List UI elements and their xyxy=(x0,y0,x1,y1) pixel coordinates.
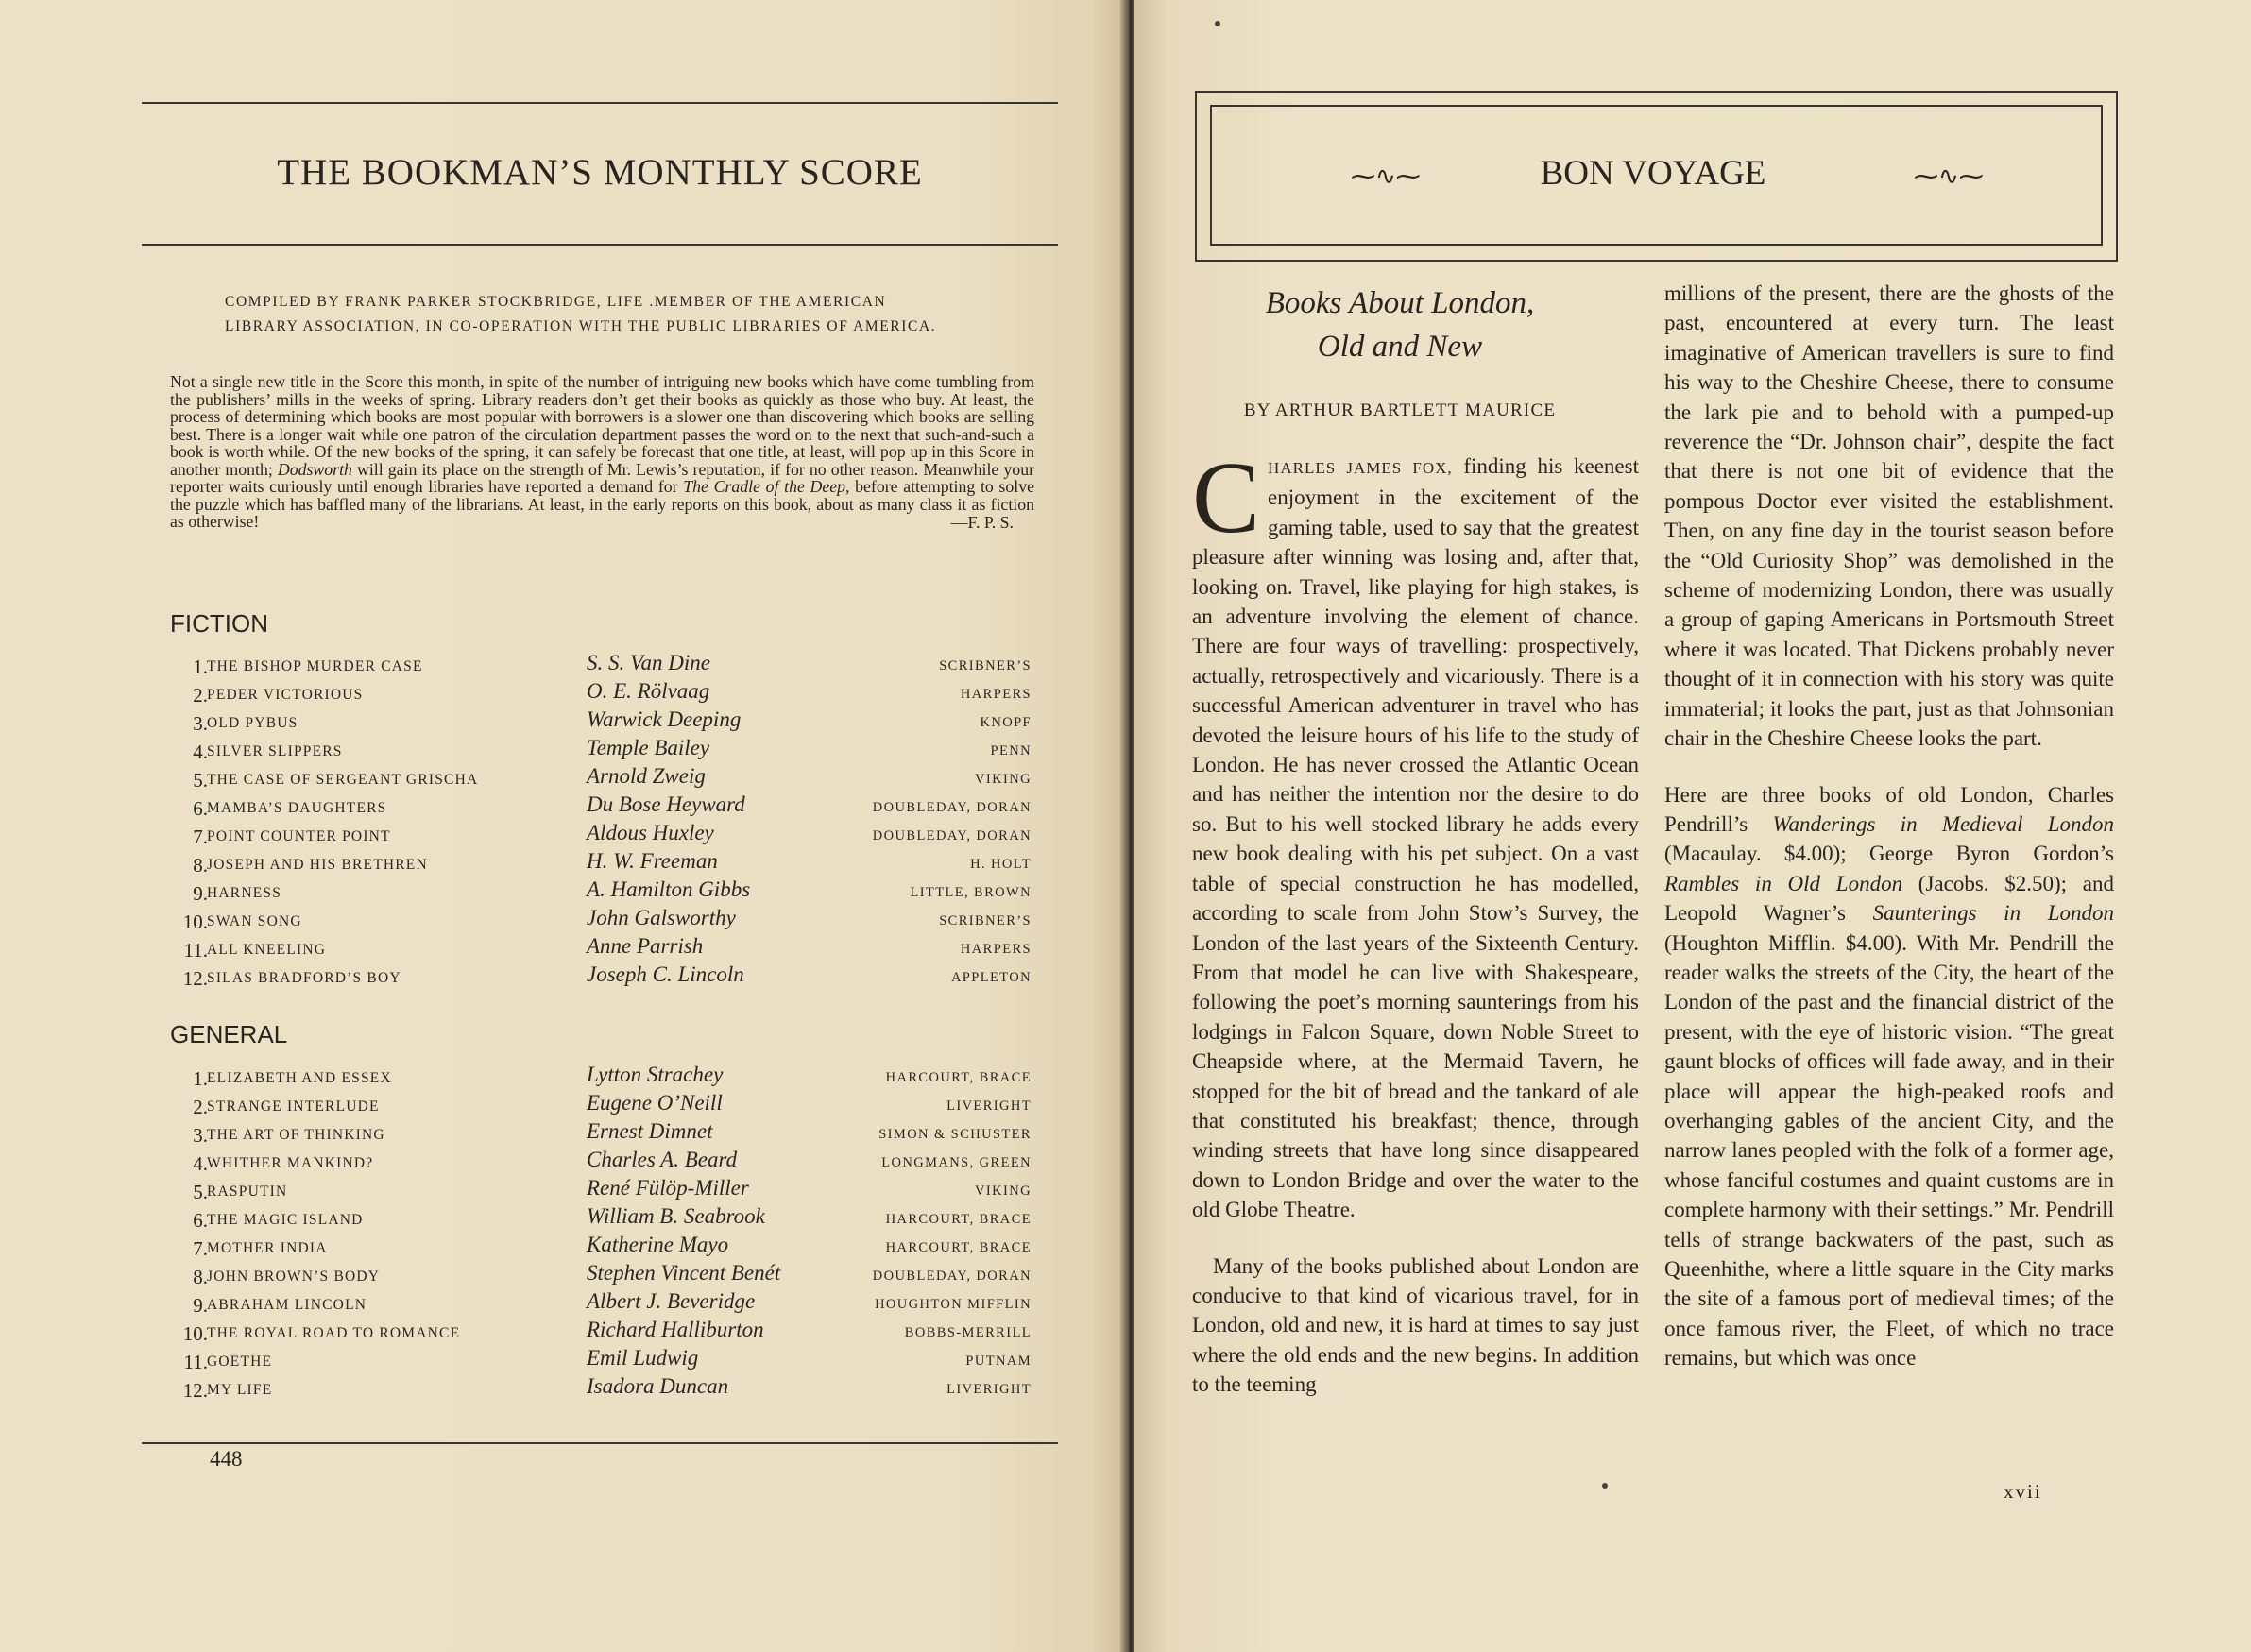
item-number: 3. xyxy=(193,1124,208,1147)
p4-book-1: Wanderings in Medieval London xyxy=(1772,811,2115,836)
item-author: Richard Halliburton xyxy=(587,1318,764,1341)
item-publisher: VIKING xyxy=(975,1184,1032,1199)
item-title: JOHN BROWN’S BODY xyxy=(207,1269,381,1285)
item-author: Charles A. Beard xyxy=(587,1148,738,1171)
p4-text-c: (Macaulay. $4.00); George Byron Gordon’s xyxy=(1664,842,2114,866)
item-publisher: HARPERS xyxy=(960,942,1032,957)
list-item xyxy=(170,877,1034,905)
drop-cap: C xyxy=(1192,442,1261,554)
item-publisher: H. HOLT xyxy=(970,857,1032,872)
item-number: 8. xyxy=(193,1266,208,1288)
item-author: Emil Ludwig xyxy=(587,1346,699,1370)
item-publisher: LONGMANS, GREEN xyxy=(881,1155,1032,1170)
item-publisher: SCRIBNER’S xyxy=(939,658,1032,673)
item-number: 3. xyxy=(193,712,208,735)
article-title-line-1: Books About London, xyxy=(1265,286,1535,320)
list-item xyxy=(170,820,1034,848)
item-title: MAMBA’S DAUGHTERS xyxy=(207,800,387,816)
item-author: René Fülöp-Miller xyxy=(587,1176,749,1200)
item-publisher: HARCOURT, BRACE xyxy=(885,1212,1032,1227)
list-item xyxy=(170,1175,1034,1203)
list-item xyxy=(170,1317,1034,1345)
item-publisher: DOUBLEDAY, DORAN xyxy=(872,800,1032,815)
item-number: 5. xyxy=(193,769,208,792)
item-publisher: PUTNAM xyxy=(965,1354,1032,1369)
paragraph-1-text: finding his keenest enjoyment in the excitement of the gaming table, used to say that the greatest pleasure after winning was losing and, after that, looking on. Travel, like playing for high stakes, is an adventure involving the element of chance. There are four ways of travelling: prospectively, actually, retrospectively and vicariously. There is a successful American adventurer in travel who has devoted the leisure hours of his life to the study of London. He has never crossed the Atlantic Ocean and has neither the intention nor the desire to do so. But to his well stocked library he adds every new book dealing with his pet subject. On a vast table of special construction he has modelled, according to scale from John Stow’s Survey, the London of the last years of the Sixteenth Century. From that model he can live with Shakespeare, following the poet’s morning saunterings from his lodgings in Falcon Square, down Noble Street to Cheapside where, at the Mermaid Tavern, he stopped for the bit of bread and the tankard of ale that constituted his breakfast; thence, through winding streets that have long since disappeared down to London Bridge and over the water to the old Globe Theatre. xyxy=(1192,454,1639,1222)
item-title: OLD PYBUS xyxy=(207,715,298,731)
item-title: THE MAGIC ISLAND xyxy=(207,1212,364,1228)
item-publisher: DOUBLEDAY, DORAN xyxy=(872,1269,1032,1284)
list-item xyxy=(170,1345,1034,1373)
item-title: PEDER VICTORIOUS xyxy=(207,687,364,703)
item-title: THE ART OF THINKING xyxy=(207,1127,385,1143)
item-author: Du Bose Heyward xyxy=(587,792,745,816)
item-number: 11. xyxy=(183,939,208,962)
list-item xyxy=(170,678,1034,707)
item-author: John Galsworthy xyxy=(587,906,736,929)
compiled-line-2: LIBRARY ASSOCIATION, IN CO-OPERATION WITH THE PUBLIC LIBRARIES OF AMERICA. xyxy=(225,318,937,334)
paragraph-4 xyxy=(1664,780,2114,1373)
item-number: 4. xyxy=(193,1152,208,1175)
paper-speck xyxy=(1602,1483,1608,1489)
item-publisher: KNOPF xyxy=(980,715,1032,730)
item-number: 6. xyxy=(193,1209,208,1232)
item-title: GOETHE xyxy=(207,1354,273,1370)
paragraph-1-lead: HARLES JAMES FOX, xyxy=(1268,459,1453,477)
item-author: Joseph C. Lincoln xyxy=(587,962,744,986)
item-publisher: APPLETON xyxy=(950,970,1032,985)
list-item xyxy=(170,962,1034,990)
item-author: S. S. Van Dine xyxy=(587,651,710,674)
list-item xyxy=(170,933,1034,962)
intro-dodsworth: Dodsworth xyxy=(277,459,352,479)
list-item xyxy=(170,1090,1034,1118)
item-publisher: HARCOURT, BRACE xyxy=(885,1070,1032,1085)
p4-book-2: Rambles in Old London xyxy=(1664,871,1903,895)
article-title xyxy=(1192,281,1608,368)
item-author: H. W. Freeman xyxy=(587,849,718,873)
item-number: 10. xyxy=(182,1322,208,1345)
list-item xyxy=(170,1203,1034,1232)
article-byline: BY ARTHUR BARTLETT MAURICE xyxy=(1243,400,1557,420)
list-item xyxy=(170,1118,1034,1147)
item-title: POINT COUNTER POINT xyxy=(207,828,391,844)
item-publisher: HARCOURT, BRACE xyxy=(885,1240,1032,1255)
item-title: HARNESS xyxy=(207,885,282,901)
paper-speck xyxy=(1215,21,1220,26)
item-publisher: LIVERIGHT xyxy=(946,1382,1032,1397)
p4-text-a: Here are three books of old London, Charles Pendrill’s xyxy=(1664,782,2114,836)
p4-book-3: Saunterings in London xyxy=(1872,901,2115,926)
item-number: 11. xyxy=(183,1351,208,1373)
item-author: Eugene O’Neill xyxy=(587,1091,723,1115)
item-number: 1. xyxy=(193,1067,208,1090)
item-author: Lytton Strachey xyxy=(587,1063,724,1086)
item-number: 9. xyxy=(193,882,208,905)
list-item xyxy=(170,905,1034,933)
intro-cradle: The Cradle of the Deep, xyxy=(683,477,850,496)
item-number: 8. xyxy=(193,854,208,877)
general-heading: GENERAL xyxy=(170,1020,288,1048)
item-publisher: SCRIBNER’S xyxy=(939,913,1032,928)
item-publisher: DOUBLEDAY, DORAN xyxy=(872,828,1032,843)
item-number: 5. xyxy=(193,1181,208,1203)
intro-paragraph xyxy=(170,373,1034,531)
item-title: ABRAHAM LINCOLN xyxy=(207,1297,367,1313)
item-title: MOTHER INDIA xyxy=(207,1240,328,1256)
item-author: Albert J. Beveridge xyxy=(587,1289,756,1313)
item-title: ALL KNEELING xyxy=(207,942,327,958)
item-publisher: HOUGHTON MIFFLIN xyxy=(875,1297,1032,1312)
item-number: 7. xyxy=(193,1237,208,1260)
item-number: 9. xyxy=(193,1294,208,1317)
list-item xyxy=(170,1260,1034,1288)
compiled-line-1: COMPILED BY FRANK PARKER STOCKBRIDGE, LIFE .MEMBER OF THE AMERICAN xyxy=(225,294,887,310)
list-item xyxy=(170,1373,1034,1402)
list-item xyxy=(170,1232,1034,1260)
bottom-rule xyxy=(142,1442,1058,1444)
item-author: Warwick Deeping xyxy=(587,707,742,731)
item-title: THE CASE OF SERGEANT GRISCHA xyxy=(207,772,479,788)
item-publisher: LITTLE, BROWN xyxy=(910,885,1032,900)
page-number-left: 448 xyxy=(210,1447,243,1471)
list-item xyxy=(170,848,1034,877)
title-rule xyxy=(142,244,1058,246)
item-author: Temple Bailey xyxy=(587,736,710,759)
p4-text-e: (Jacobs. $2.50); and Leopold Wagner’s xyxy=(1664,871,2114,926)
ornament-left-icon: ⁓∿⁓ xyxy=(1351,162,1421,191)
compiled-by-note xyxy=(225,290,981,339)
page-title: THE BOOKMAN’S MONTHLY SCORE xyxy=(277,152,923,193)
p4-text-g: (Houghton Mifflin. $4.00). With Mr. Pendrill the reader walks the streets of the City, the heart of the London of the past and the financial district of the present, with the eye of historic vision. “The great gaunt blocks of offices will fade away, and in their place will appear the high-peaked roofs and overhanging gables of the ancient City, and the narrow lanes peopled with the folk of a former age, whose fanciful costumes and quaint customs are in complete harmony with their settings.” Mr. Pendrill tells of strange backwaters of the past, such as Queenhithe, where a little square in the City marks the site of a famous port of medieval times; of the once famous river, the Fleet, of which no trace remains, but which was once xyxy=(1664,930,2114,1371)
list-item xyxy=(170,763,1034,792)
fiction-list xyxy=(170,650,1034,990)
item-author: Katherine Mayo xyxy=(587,1233,729,1256)
intro-text-c: will gain its place on the strength of Mr. Lewis’s reputation, if for no other reason. Meanwhile your reporter waits curiously until enough libraries have reported a demand for xyxy=(170,459,1035,496)
item-publisher: SIMON & SCHUSTER xyxy=(878,1127,1032,1142)
item-author: A. Hamilton Gibbs xyxy=(587,877,751,901)
ornament-right-icon: ⁓∿⁓ xyxy=(1914,162,1984,191)
intro-text-e: before attempting to solve the puzzle which has baffled many of the librarians. At least, in the early reports on this book, about as many class it as fiction as otherwise! xyxy=(170,477,1034,531)
item-publisher: VIKING xyxy=(975,772,1032,787)
item-number: 12. xyxy=(182,1379,208,1402)
list-item xyxy=(170,1147,1034,1175)
item-author: William B. Seabrook xyxy=(587,1204,765,1228)
item-title: RASPUTIN xyxy=(207,1184,288,1200)
list-item xyxy=(170,707,1034,735)
fiction-heading: FICTION xyxy=(170,609,268,638)
item-author: Arnold Zweig xyxy=(587,764,706,788)
list-item xyxy=(170,650,1034,678)
item-author: Stephen Vincent Benét xyxy=(587,1261,781,1285)
item-number: 2. xyxy=(193,1096,208,1118)
article-column-1 xyxy=(1192,442,1639,1400)
item-title: STRANGE INTERLUDE xyxy=(207,1098,380,1115)
item-number: 12. xyxy=(182,967,208,990)
list-item xyxy=(170,735,1034,763)
intro-signature: —F. P. S. xyxy=(950,512,1014,532)
item-number: 7. xyxy=(193,826,208,848)
article-title-line-2: Old and New xyxy=(1317,330,1483,364)
item-title: SWAN SONG xyxy=(207,913,302,929)
section-title: BON VOYAGE xyxy=(1540,154,1766,193)
list-item xyxy=(170,792,1034,820)
list-item xyxy=(170,1062,1034,1090)
item-publisher: BOBBS-MERRILL xyxy=(904,1325,1032,1340)
item-title: THE BISHOP MURDER CASE xyxy=(207,658,423,674)
item-title: ELIZABETH AND ESSEX xyxy=(207,1070,392,1086)
item-author: Aldous Huxley xyxy=(587,821,714,844)
item-title: MY LIFE xyxy=(207,1382,273,1398)
article-column-2 xyxy=(1664,279,2114,1373)
top-rule xyxy=(142,102,1058,104)
item-author: Ernest Dimnet xyxy=(587,1119,713,1143)
item-title: JOSEPH AND HIS BRETHREN xyxy=(207,857,428,873)
item-publisher: HARPERS xyxy=(960,687,1032,702)
page-number-right: xvii xyxy=(2004,1480,2042,1503)
paragraph-2: Many of the books published about London are conducive to that kind of vicarious travel, for in London, old and new, it is hard at times to say just where the old ends and the new begins. In addition to the teeming xyxy=(1192,1253,1639,1397)
item-number: 10. xyxy=(182,911,208,933)
item-author: O. E. Rölvaag xyxy=(587,679,710,703)
general-list xyxy=(170,1062,1034,1402)
item-number: 2. xyxy=(193,684,208,707)
item-title: SILVER SLIPPERS xyxy=(207,743,343,759)
item-number: 1. xyxy=(193,656,208,678)
item-publisher: PENN xyxy=(990,743,1032,758)
item-number: 6. xyxy=(193,797,208,820)
paragraph-1 xyxy=(1192,442,1639,1225)
item-publisher: LIVERIGHT xyxy=(946,1098,1032,1114)
intro-text-a: Not a single new title in the Score this month, in spite of the number of intriguing new books which have come tumbling from the publishers’ mills in the weeks of spring. Library readers don’t get their books as quickly as those who buy. At least, the process of determining which books are most popular with borrowers is a slower one than discovering which books are selling best. There is a longer wait while one patron of the circulation department passes the word on to the next that such-and-such a book is worth while. Of the new books of the spring, it can safely be forecast that one title, at least, will pop up in this Score in another month; xyxy=(170,372,1034,479)
item-title: SILAS BRADFORD’S BOY xyxy=(207,970,401,986)
list-item xyxy=(170,1288,1034,1317)
item-title: WHITHER MANKIND? xyxy=(207,1155,374,1171)
paragraph-3: millions of the present, there are the ghosts of the past, encountered at every turn. The least imaginative of American travellers is sure to find his way to the Cheshire Cheese, there to consume the lark pie and to behold with a pumped-up reverence the “Dr. Johnson chair”, despite the fact that there is not one bit of evidence that the pompous Doctor ever visited the establishment. Then, on any fine day in the tourist season before the “Old Curiosity Shop” was demolished in the scheme of modernizing London, there was usually a group of gaping Americans in Portsmouth Street where it was located. That Dickens probably never thought of it in connection with his story was quite immaterial; it looks the part, just as that Johnsonian chair in the Cheshire Cheese looks the part. xyxy=(1664,281,2114,751)
item-author: Isadora Duncan xyxy=(587,1374,729,1398)
item-number: 4. xyxy=(193,741,208,763)
item-title: THE ROYAL ROAD TO ROMANCE xyxy=(207,1325,461,1341)
item-author: Anne Parrish xyxy=(587,934,704,958)
